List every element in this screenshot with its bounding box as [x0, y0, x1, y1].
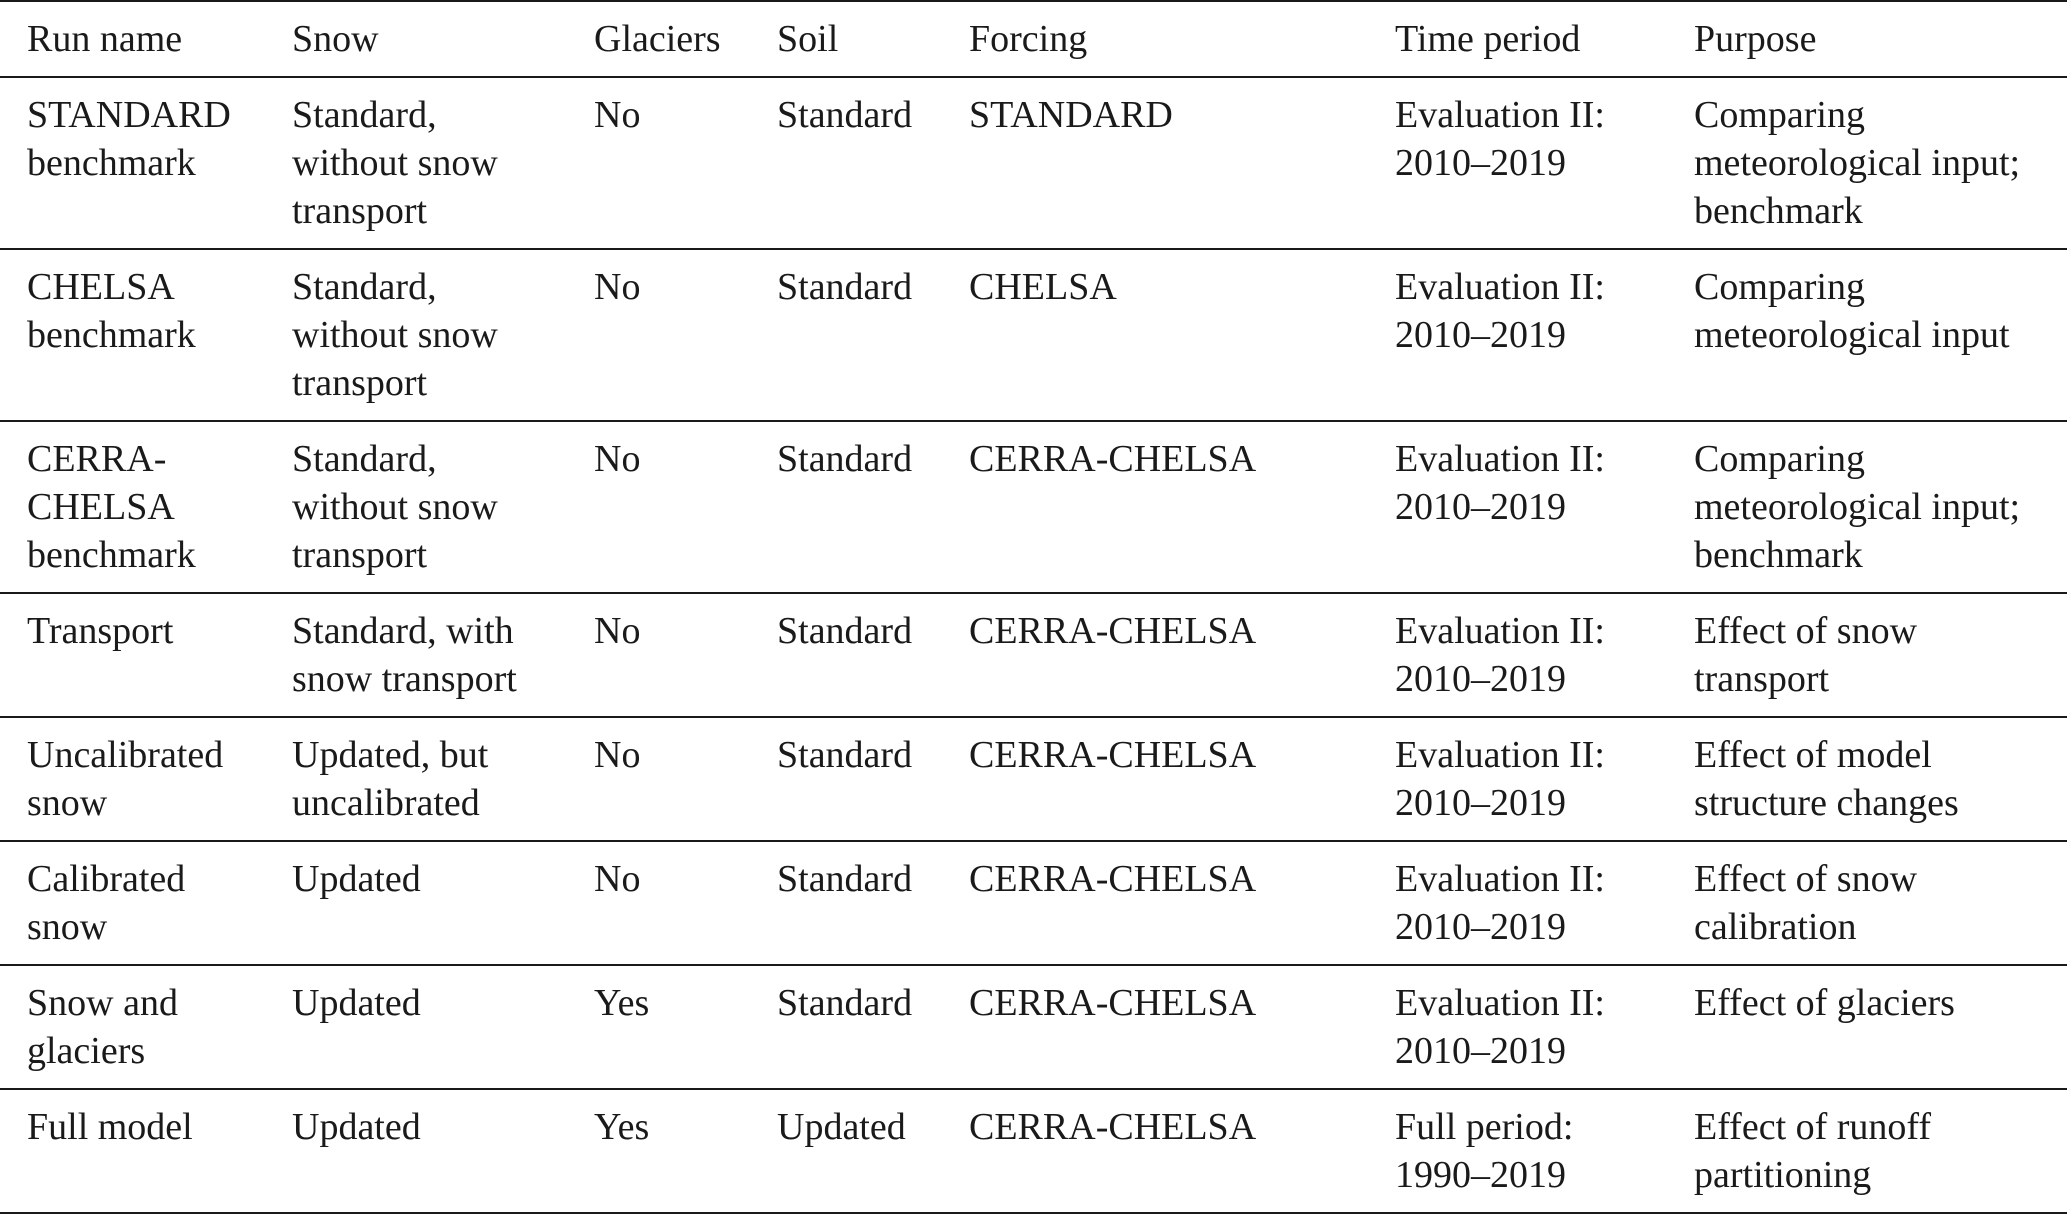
cell-text-line: glaciers — [27, 1030, 146, 1072]
cell-time-period — [1368, 717, 1667, 841]
cell-text-line: CHELSA — [27, 266, 175, 308]
cell-text-line: Comparing — [1694, 94, 1865, 136]
cell-text-line: CERRA-CHELSA — [969, 610, 1257, 652]
cell-text-line: CERRA- — [27, 438, 167, 480]
cell-text-line: CERRA-CHELSA — [969, 438, 1257, 480]
header-glaciers: Glaciers — [567, 1, 750, 77]
cell-text-line: Effect of glaciers — [1694, 982, 1955, 1024]
cell-text-line: Updated, but — [292, 734, 489, 776]
cell-time-period — [1368, 965, 1667, 1089]
table-row — [0, 1089, 2067, 1213]
cell-text-line: Evaluation II: — [1395, 266, 1605, 308]
cell-text-line: Standard — [777, 266, 913, 308]
cell-glaciers — [567, 593, 750, 717]
cell-text-line: 1990–2019 — [1395, 1154, 1566, 1196]
cell-text-line: Standard, with — [292, 610, 514, 652]
cell-run-name — [0, 841, 265, 965]
cell-forcing — [942, 717, 1368, 841]
cell-forcing — [942, 77, 1368, 249]
cell-run-name — [0, 717, 265, 841]
cell-text-line: 2010–2019 — [1395, 314, 1566, 356]
cell-text-line: meteorological input; — [1694, 142, 2021, 184]
cell-text-line: Standard, — [292, 94, 437, 136]
cell-purpose — [1667, 1089, 2067, 1213]
cell-glaciers — [567, 841, 750, 965]
cell-time-period — [1368, 249, 1667, 421]
header-snow: Snow — [265, 1, 567, 77]
cell-snow — [265, 1089, 567, 1213]
cell-text-line: Updated — [292, 1106, 421, 1148]
table-row — [0, 77, 2067, 249]
cell-purpose — [1667, 593, 2067, 717]
cell-text-line: No — [594, 858, 641, 900]
cell-text-line: partitioning — [1694, 1154, 1872, 1196]
cell-text-line: Effect of snow — [1694, 858, 1918, 900]
cell-text-line: No — [594, 438, 641, 480]
cell-time-period — [1368, 1089, 1667, 1213]
cell-text-line: No — [594, 610, 641, 652]
cell-text-line: without snow — [292, 486, 498, 528]
cell-text-line: STANDARD — [27, 94, 231, 136]
cell-snow — [265, 593, 567, 717]
cell-snow — [265, 717, 567, 841]
cell-text-line: Full model — [27, 1106, 193, 1148]
cell-text-line: transport — [292, 190, 428, 232]
cell-text-line: CHELSA — [969, 266, 1117, 308]
cell-snow — [265, 421, 567, 593]
cell-text-line: Effect of runoff — [1694, 1106, 1932, 1148]
cell-time-period — [1368, 77, 1667, 249]
cell-text-line: Transport — [27, 610, 174, 652]
cell-purpose — [1667, 77, 2067, 249]
cell-text-line: benchmark — [1694, 534, 1863, 576]
cell-text-line: Standard — [777, 610, 913, 652]
cell-text-line: snow transport — [292, 658, 517, 700]
header-soil: Soil — [750, 1, 942, 77]
table-header — [0, 1, 2067, 77]
cell-text-line: Evaluation II: — [1395, 734, 1605, 776]
cell-soil — [750, 717, 942, 841]
cell-run-name — [0, 421, 265, 593]
cell-run-name — [0, 593, 265, 717]
header-forcing: Forcing — [942, 1, 1368, 77]
cell-soil — [750, 965, 942, 1089]
cell-text-line: Standard — [777, 438, 913, 480]
cell-text-line: No — [594, 94, 641, 136]
cell-text-line: No — [594, 266, 641, 308]
cell-text-line: transport — [1694, 658, 1830, 700]
cell-glaciers — [567, 421, 750, 593]
table-row — [0, 717, 2067, 841]
cell-text-line: CERRA-CHELSA — [969, 982, 1257, 1024]
cell-soil — [750, 249, 942, 421]
header-purpose: Purpose — [1667, 1, 2067, 77]
cell-glaciers — [567, 1089, 750, 1213]
cell-snow — [265, 77, 567, 249]
cell-text-line: Evaluation II: — [1395, 438, 1605, 480]
cell-glaciers — [567, 249, 750, 421]
table-row — [0, 421, 2067, 593]
cell-text-line: transport — [292, 362, 428, 404]
cell-forcing — [942, 965, 1368, 1089]
cell-purpose — [1667, 841, 2067, 965]
cell-text-line: 2010–2019 — [1395, 658, 1566, 700]
cell-text-line: 2010–2019 — [1395, 782, 1566, 824]
cell-run-name — [0, 1089, 265, 1213]
cell-text-line: Standard, — [292, 438, 437, 480]
cell-glaciers — [567, 717, 750, 841]
cell-run-name — [0, 249, 265, 421]
cell-text-line: 2010–2019 — [1395, 142, 1566, 184]
header-row — [0, 1, 2067, 77]
cell-time-period — [1368, 841, 1667, 965]
cell-text-line: Uncalibrated — [27, 734, 224, 776]
cell-purpose — [1667, 717, 2067, 841]
table-row — [0, 965, 2067, 1089]
cell-purpose — [1667, 421, 2067, 593]
cell-text-line: transport — [292, 534, 428, 576]
cell-soil — [750, 77, 942, 249]
cell-text-line: Updated — [292, 982, 421, 1024]
cell-text-line: Standard — [777, 858, 913, 900]
cell-text-line: benchmark — [27, 314, 196, 356]
cell-forcing — [942, 421, 1368, 593]
table-row — [0, 593, 2067, 717]
cell-text-line: CHELSA — [27, 486, 175, 528]
cell-text-line: meteorological input — [1694, 314, 2010, 356]
cell-text-line: Comparing — [1694, 438, 1865, 480]
cell-text-line: No — [594, 734, 641, 776]
cell-text-line: without snow — [292, 314, 498, 356]
cell-soil — [750, 421, 942, 593]
cell-text-line: Yes — [594, 1106, 650, 1148]
cell-forcing — [942, 593, 1368, 717]
cell-text-line: snow — [27, 782, 108, 824]
cell-text-line: Evaluation II: — [1395, 94, 1605, 136]
cell-forcing — [942, 249, 1368, 421]
cell-text-line: Evaluation II: — [1395, 982, 1605, 1024]
cell-text-line: CERRA-CHELSA — [969, 858, 1257, 900]
cell-text-line: 2010–2019 — [1395, 906, 1566, 948]
cell-text-line: Snow and — [27, 982, 178, 1024]
cell-text-line: Standard, — [292, 266, 437, 308]
cell-text-line: calibration — [1694, 906, 1857, 948]
cell-snow — [265, 841, 567, 965]
cell-text-line: 2010–2019 — [1395, 486, 1566, 528]
cell-text-line: Effect of snow — [1694, 610, 1918, 652]
cell-text-line: Evaluation II: — [1395, 858, 1605, 900]
cell-text-line: CERRA-CHELSA — [969, 734, 1257, 776]
cell-text-line: STANDARD — [969, 94, 1173, 136]
cell-text-line: Full period: — [1395, 1106, 1574, 1148]
cell-purpose — [1667, 249, 2067, 421]
cell-snow — [265, 965, 567, 1089]
cell-text-line: Effect of model — [1694, 734, 1932, 776]
cell-time-period — [1368, 593, 1667, 717]
cell-text-line: Updated — [292, 858, 421, 900]
cell-text-line: benchmark — [27, 142, 196, 184]
cell-time-period — [1368, 421, 1667, 593]
cell-text-line: Updated — [777, 1106, 906, 1148]
cell-text-line: meteorological input; — [1694, 486, 2021, 528]
cell-forcing — [942, 841, 1368, 965]
table-body — [0, 77, 2067, 1213]
cell-forcing — [942, 1089, 1368, 1213]
cell-soil — [750, 841, 942, 965]
cell-run-name — [0, 77, 265, 249]
cell-text-line: snow — [27, 906, 108, 948]
cell-text-line: uncalibrated — [292, 782, 480, 824]
cell-text-line: structure changes — [1694, 782, 1959, 824]
cell-snow — [265, 249, 567, 421]
cell-soil — [750, 1089, 942, 1213]
cell-glaciers — [567, 77, 750, 249]
cell-text-line: Evaluation II: — [1395, 610, 1605, 652]
cell-text-line: CERRA-CHELSA — [969, 1106, 1257, 1148]
cell-text-line: without snow — [292, 142, 498, 184]
cell-run-name — [0, 965, 265, 1089]
cell-text-line: Yes — [594, 982, 650, 1024]
cell-text-line: Standard — [777, 734, 913, 776]
cell-soil — [750, 593, 942, 717]
cell-glaciers — [567, 965, 750, 1089]
cell-text-line: benchmark — [1694, 190, 1863, 232]
table-row — [0, 841, 2067, 965]
cell-text-line: benchmark — [27, 534, 196, 576]
cell-text-line: Standard — [777, 982, 913, 1024]
cell-text-line: 2010–2019 — [1395, 1030, 1566, 1072]
table-row — [0, 249, 2067, 421]
cell-text-line: Standard — [777, 94, 913, 136]
cell-text-line: Comparing — [1694, 266, 1865, 308]
cell-purpose — [1667, 965, 2067, 1089]
header-run-name: Run name — [0, 1, 265, 77]
header-time-period: Time period — [1368, 1, 1667, 77]
cell-text-line: Calibrated — [27, 858, 186, 900]
